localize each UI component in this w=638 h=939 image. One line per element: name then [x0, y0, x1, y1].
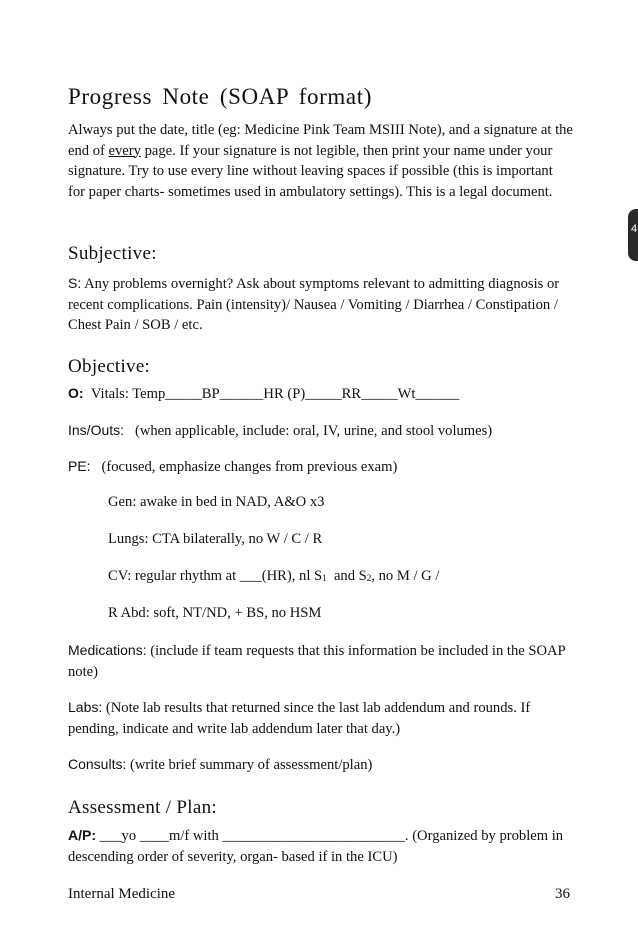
intro-underlined-word: every — [108, 142, 141, 159]
medications-text: (include if team requests that this information be included in the SOAP note) — [68, 643, 566, 680]
intro-text-2: page. If your signature is not legible, then print your name under your signature. Try to use every line without leaving spaces if possible (this is important for paper charts- sometimes used in ambulatory settings). This is a legal document. — [68, 142, 553, 200]
vitals-line — [68, 385, 459, 403]
objective-label: O: — [68, 385, 84, 401]
assessment-text: ___yo ____m/f with _________________________. (Organized by problem in descending order of severity, organ- based if in the ICU) — [68, 828, 564, 865]
pe-gen: Gen: awake in bed in NAD, A&O x3 — [108, 494, 325, 510]
consults-text: (write brief summary of assessment/plan) — [126, 757, 373, 773]
subjective-heading: Subjective: — [68, 243, 157, 264]
subjective-paragraph — [68, 273, 573, 336]
labs-paragraph — [68, 697, 573, 739]
assessment-label: A/P: — [68, 827, 96, 843]
pe-cv-sub-1: 1 — [322, 573, 327, 583]
pe-cv-text-3: , no M / G / — [371, 568, 440, 584]
ins-outs-label: Ins/Outs: — [68, 422, 125, 438]
pe-line — [68, 458, 397, 476]
chapter-tab-label: 4 — [631, 223, 638, 235]
intro-paragraph — [68, 120, 573, 202]
pe-cv-sub-2: 2 — [366, 573, 372, 583]
labs-label: Labs: — [68, 699, 103, 715]
vitals-text: Vitals: Temp_____BP______HR (P)_____RR_____Wt______ — [90, 386, 460, 402]
subjective-label: S: — [68, 275, 82, 291]
ins-outs-text: (when applicable, include: oral, IV, urine, and stool volumes) — [134, 423, 493, 439]
ins-outs-line — [68, 422, 492, 440]
objective-heading: Objective: — [68, 356, 151, 377]
pe-label: PE: — [68, 458, 91, 474]
pe-cv — [108, 568, 439, 585]
consults-label: Consults: — [68, 756, 127, 772]
labs-text: (Note lab results that returned since the last lab addendum and rounds. If pending, indicate and write lab addendum later that day.) — [68, 700, 531, 737]
pe-text: (focused, emphasize changes from previous exam) — [101, 459, 398, 475]
footer-section-title: Internal Medicine — [68, 886, 176, 902]
intro-text-1: Always put the date, title (eg: Medicine Pink Team MSIII Note), and a signature at the end of — [68, 122, 573, 159]
chapter-tab — [628, 209, 638, 261]
consults-line — [68, 756, 372, 774]
pe-abd: R Abd: soft, NT/ND, + BS, no HSM — [108, 605, 322, 621]
footer-page-number: 36 — [555, 886, 570, 902]
page-title: Progress Note (SOAP format) — [68, 84, 372, 109]
assessment-heading: Assessment / Plan: — [68, 797, 217, 818]
subjective-text: Any problems overnight? Ask about symptoms relevant to admitting diagnosis or recent complications. Pain (intensity)/ Nausea / Vomiting / Diarrhea / Constipation / Chest Pain / SOB / etc. — [68, 276, 560, 333]
medications-label: Medications: — [68, 642, 147, 658]
pe-cv-text-2: and S — [326, 568, 367, 584]
medications-paragraph — [68, 640, 573, 682]
pe-lungs: Lungs: CTA bilaterally, no W / C / R — [108, 531, 323, 547]
pe-cv-text-1: CV: regular rhythm at ___(HR), nl S — [108, 568, 323, 584]
assessment-paragraph — [68, 825, 573, 867]
